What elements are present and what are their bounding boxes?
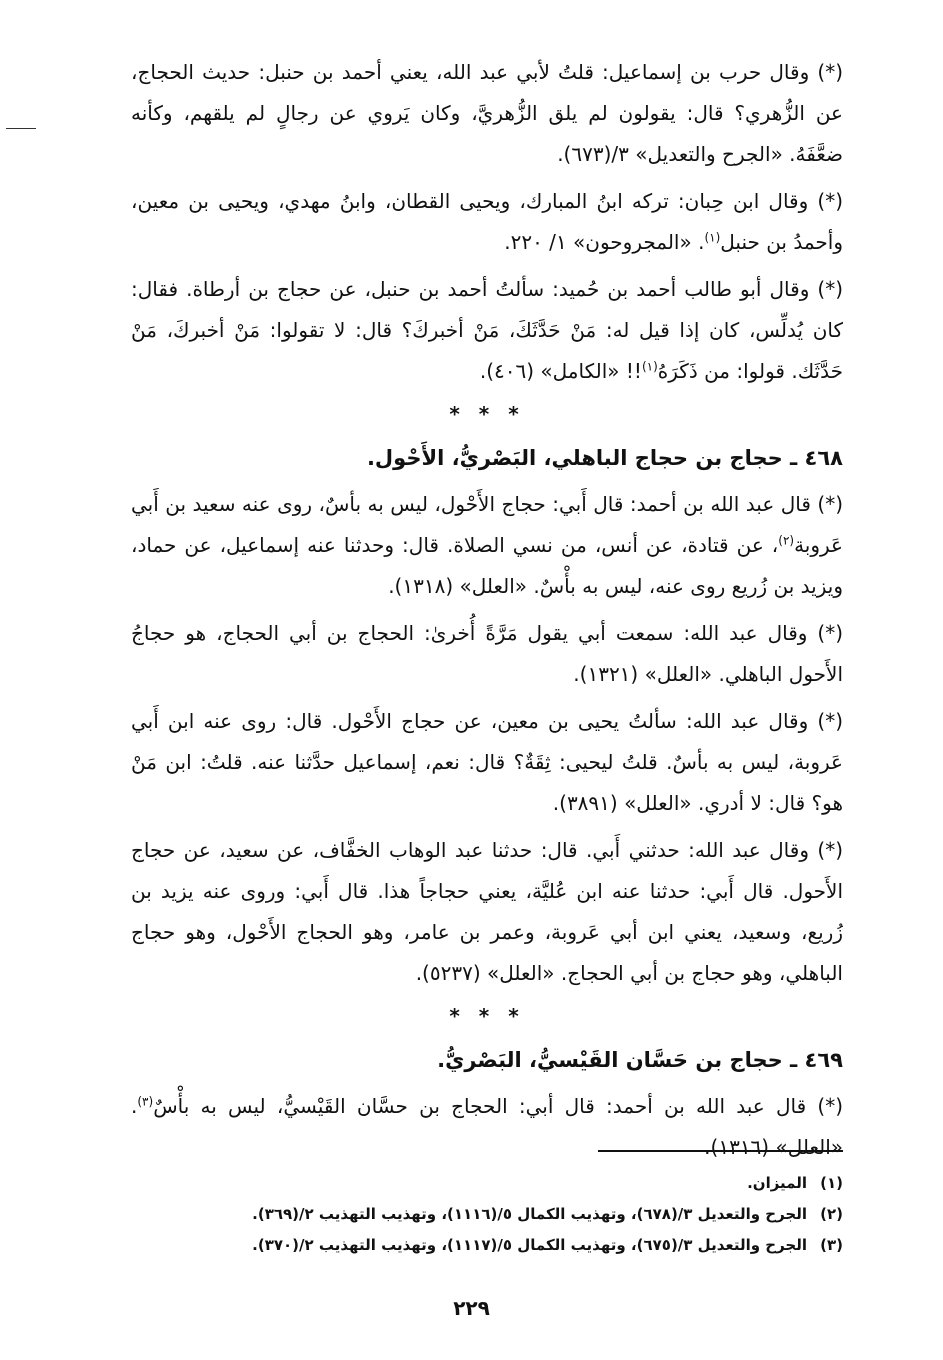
entry-heading-469: ٤٦٩ ـ حجاج بن حَسَّان القَيْسيُّ، البَصْريُّ. [437, 1048, 843, 1072]
section-separator: * * * [449, 1004, 525, 1028]
paragraph-468-3: (*) وقال عبد الله: سألتُ يحيى بن معين، عن حجاج الأَحْول. قال: روى عنه ابن أَبي عَروبة، ليس به بأسٌ. قلتُ ليحيى: ثِقَةٌ؟ قال: نعم، إسماعيل حدَّثنا عنه. قلتُ: ابن مَنْ هو؟ قال: لا أدري. «العلل» (٣٨٩١). [131, 709, 843, 815]
footnote-ref-1b[interactable]: (١) [641, 359, 658, 374]
paragraph-abu-talib: (*) وقال أبو طالب أحمد بن حُميد: سألتُ أحمد بن حنبل، عن حجاج بن أرطاة. فقال: كان يُدلِّس، كان إذا قيل له: مَنْ حَدَّثَكَ، مَنْ أخبركَ؟ قال: لا تقولوا: مَنْ أخبركَ، مَنْ حَدَّثَك. قولوا: من ذَكَرَهُ$^{(١)}$!! «الكامل» (٤٠٦). [131, 277, 843, 383]
page-number: ٢٢٩ [453, 1296, 490, 1320]
footnote-divider [598, 1150, 843, 1152]
paragraph-ibn-hibban: (*) وقال ابن حِبان: تركه ابنُ المبارك، ويحيى القطان، وابنُ مهدي، ويحيى بن معين، وأحمدُ بن حنبل$^{(١)}$. «المجروحون» ١/ ٢٢٠. [131, 189, 843, 254]
footnotes [131, 1168, 843, 1261]
footnote-3: (٣)الجرح والتعديل ٣/(٦٧٥)، وتهذيب الكمال ٥/(١١١٧)، وتهذيب التهذيب ٢/(٣٧٠). [252, 1236, 843, 1254]
paragraph-harb: (*) وقال حرب بن إسماعيل: قلتُ لأبي عبد الله، يعني أحمد بن حنبل: حديث الحجاج، عن الزُّهري؟ قال: يقولون لم يلق الزُّهريَّ، وكان يَروي عن رجالٍ لم يلقهم، وكأنه ضعَّفَهُ. «الجرح والتعديل» ٣/(٦٧٣). [131, 60, 843, 166]
paragraph-468-2: (*) وقال عبد الله: سمعت أبي يقول مَرَّةً أُخرىٰ: الحجاج بن أبي الحجاج، هو حجاجُ الأَحول الباهلي. «العلل» (١٣٢١). [131, 621, 843, 686]
footnote-2: (٢)الجرح والتعديل ٣/(٦٧٨)، وتهذيب الكمال ٥/(١١١٦)، وتهذيب التهذيب ٢/(٣٦٩). [252, 1205, 843, 1223]
section-separator: * * * [449, 402, 525, 426]
page-body [131, 52, 843, 1174]
footnote-ref-1[interactable]: (١) [704, 230, 721, 245]
footnote-ref-3[interactable]: (٣) [137, 1094, 154, 1109]
entry-heading-468: ٤٦٨ ـ حجاج بن حجاج الباهلي، البَصْريُّ، الأَحْول. [366, 446, 843, 470]
margin-mark [6, 128, 36, 129]
paragraph-468-1: (*) قال عبد الله بن أحمد: قال أَبي: حجاج الأَحْول، ليس به بأسٌ، روى عنه سعيد بن أَبي عَروبة$^{(٢)}$، عن قتادة، عن أنس، من نسي الصلاة. قال: وحدثنا عنه إسماعيل، عن حماد، ويزيد بن زُريع روى عنه، ليس به بأْسٌ. «العلل» (١٣١٨). [131, 492, 843, 598]
footnote-1: (١)الميزان. [747, 1174, 843, 1192]
paragraph-468-4: (*) وقال عبد الله: حدثني أَبي. قال: حدثنا عبد الوهاب الخفَّاف، عن سعيد، عن حجاج الأَحول. قال أَبي: حدثنا عنه ابن عُليَّة، يعني حجاجاً هذا. قال أَبي: وروى عنه يزيد بن زُريع، وسعيد، يعني ابن أبي عَروبة، وعمر بن عامر، وهو الحجاج الأَحْول، وهو حجاج الباهلي، وهو حجاج بن أبي الحجاج. «العلل» (٥٢٣٧). [131, 838, 843, 985]
paragraph-469-1: (*) قال عبد الله بن أحمد: قال أبي: الحجاج بن حسَّان القَيْسيُّ، ليس به بأْسٌ$^{(٣)}$. «العلل» (١٣١٦). [131, 1094, 843, 1159]
footnote-ref-2[interactable]: (٢) [778, 533, 795, 548]
